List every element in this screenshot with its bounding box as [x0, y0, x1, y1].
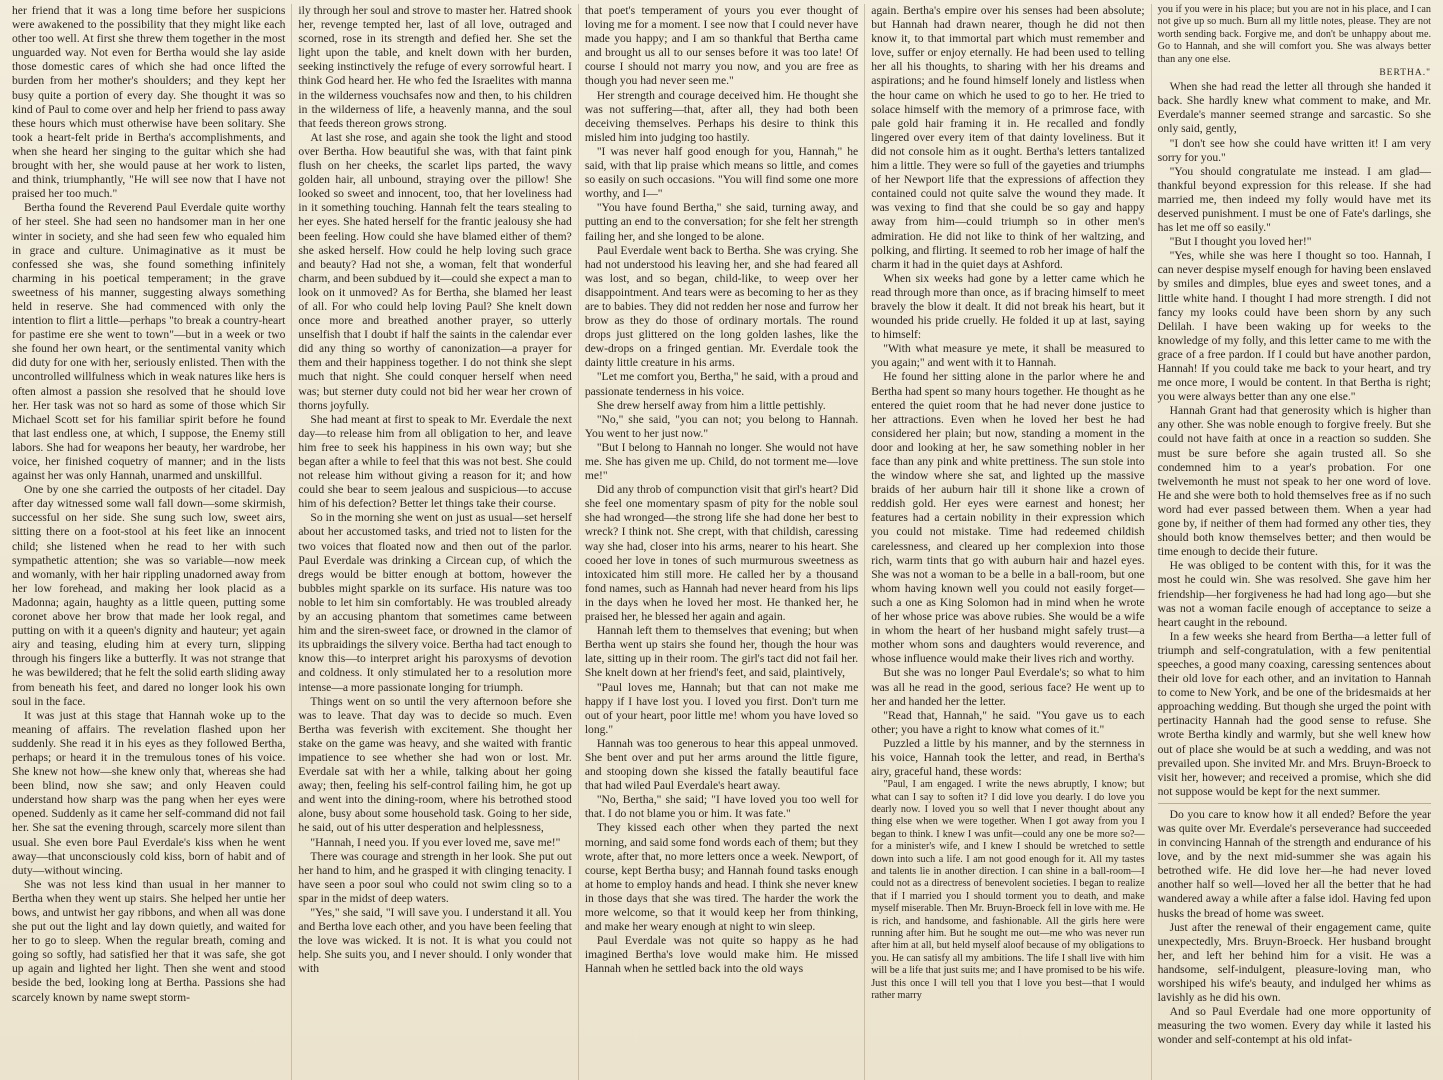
paragraph: Hannah Grant had that generosity which is higher than any other. She was noble enough to forgive freely. But she could not have faith at once in a reaction so sudden. She must be sure before she again trusted all. So she condemned him to a year's probation. For one twelvemonth he must not speak to her one word of love. He and she were both to hold themselves free as if no such word had ever passed between them. When a year had gone by, if neither of them had formed any other ties, they should both know themselves better; and then would be time enough to decide their future.	[1157, 404, 1432, 559]
paragraph: Things went on so until the very afternoon before she was to leave. That day was to decide so much. Even Bertha was feverish with excitement. She thought her stake on the game was heavy, and she waited with frantic impatience to see whether she had won or lost. Mr. Everdale sat with her a while, talking about her going away; then, feeling his self-control failing him, he got up and went into the dining-room, where his betrothed stood alone, busy about some household task. Going to her side, he said, out of his utter desperation and helplessness,	[298, 694, 572, 835]
paragraph: When she had read the letter all through she handed it back. She hardly knew what comment to make, and Mr. Everdale's manner seemed strange and sarcastic. So she only said, gently,	[1157, 80, 1432, 136]
column-5	[1152, 4, 1437, 1080]
paragraph: In a few weeks she heard from Bertha—a letter full of triumph and self-congratulation, with a few penitential speeches, a good many coaxing, caressing sentences about their old love for each other, and an invitation to Hannah to come to New York, and be one of the bridesmaids at her approaching wedding. But though she urged the point with pertinacity Hannah had the good sense to refuse. She wrote Bertha kindly and warmly, but she well knew how out of place she would be at such a wedding, and was not prevailed upon. She invited Mr. and Mrs. Bruyn-Broeck to visit her, however; and received a promise, which she did not suppose would be kept for the next summer.	[1157, 629, 1432, 798]
paragraph: Did any throb of compunction visit that girl's heart? Did she feel one momentary spasm of pity for the noble soul she had wronged—the strong life she had done her best to wreck? I think not. She crept, with that childish, caressing way she had, closer into his arms, nearer to his heart. She cooed her love in tones of such murmurous sweetness as intoxicated him still more. He called her by a thousand fond names, such as Hannah had never heard from his lips in the days when he loved her most. He thanked her, he praised her, he blessed her again and again.	[584, 483, 859, 624]
paragraph: that poet's temperament of yours you ever thought of loving me for a moment. I see now that I could never have made you happy; and I am so thankful that Bertha came and brought us all to our senses before it was too late! Of course I should not marry you now, and you are free as though you had never seen me."	[584, 4, 859, 88]
paragraph: "Hannah, I need you. If you ever loved me, save me!"	[310, 835, 561, 849]
paragraph: "You have found Bertha," she said, turning away, and putting an end to the conversation; for she felt her strength failing her, and she longed to be alone.	[584, 201, 859, 243]
paragraph: "I don't see how she could have written it! I am very sorry for you."	[1157, 136, 1432, 164]
paragraph: When six weeks had gone by a letter came which he read through more than once, as if bracing himself to meet bravely the blow it dealt. It did not break his heart, but it wounded his pride cruelly. He folded it up at last, saying to himself:	[871, 271, 1145, 342]
paragraph: Just after the renewal of their engagement came, quite unexpectedly, Mrs. Bruyn-Broeck. Her husband brought her, and left her behind him for a visit. He was a handsome, self-indulgent, pleasure-loving man, who worshiped his wife's beauty, and indulged her whims as lavishly as he did his own.	[1157, 920, 1432, 1005]
column-3	[579, 4, 865, 1080]
paragraph: They kissed each other when they parted the next morning, and said some fond words each of them; but they wrote, after that, no more letters once a week. Newport, of course, kept Bertha busy; and Hannah found tasks enough at home to employ hands and head. I think she never knew in those days that she was tired. The harder the work the more welcome, so that it would keep her from thinking, and make her weary enough at night to win sleep.	[584, 821, 859, 934]
paragraph: "No," she said, "you can not; you belong to Hannah. You went to her just now."	[584, 412, 859, 440]
paragraph: And so Paul Everdale had one more opportunity of measuring the two women. Every day while it lasted his wonder and self-contempt at his old infat-	[1157, 1005, 1432, 1047]
paragraph: "Let me comfort you, Bertha," he said, with a proud and passionate tenderness in his voice.	[584, 370, 859, 398]
paragraph: She drew herself away from him a little pettishly.	[596, 398, 826, 412]
paragraph: She was not less kind than usual in her manner to Bertha when they went up stairs. She helped her untie her bows, and untwist her gay ribbons, and when all was done she put out the light and lay down quietly, and waited for her to go to sleep. When the regular breath, coming and going so softly, had satisfied her that it was safe, she got up again and lighted her light. Then she went and stood beside the bed, looking long at Bertha. Passions she had scarcely known by name swept storm-	[12, 877, 286, 1004]
paragraph: There was courage and strength in her look. She put out her hand to him, and he grasped it with clinging tenacity. I have seen a poor soul who could not swim cling so to a spar in the midst of deep waters.	[298, 849, 572, 905]
paragraph: It was just at this stage that Hannah woke up to the meaning of affairs. The revelation flashed upon her suddenly. She read it in his eyes as they followed Bertha, perhaps; or heard it in the tremulous tones of his voice. She knew not how—she knew only that, whereas she had been blind, now she saw; and only Heaven could understand how sharp was the pang when her eyes were opened. Suddenly as it came her self-command did not fail her. She sat the evening through, scarcely more silent than usual. She even bore Paul Everdale's kiss when he went away—that unconsciously cold kiss, born of habit and of duty—without wincing.	[12, 708, 286, 877]
paragraph: "No, Bertha," she said; "I have loved you too well for that. I do not blame you or him. It was fate."	[584, 793, 859, 821]
paragraph: her friend that it was a long time before her suspicions were awakened to the possibility that they might like each other too well. At first she threw them together in the most unguarded way. Not even for Bertha would she lay aside those domestic cares of which she had once lifted the burden from her mother's shoulders; and they kept her busy quite a portion of every day. She thought it was so kind of Paul to come over and help her friend to pass away these hours which must otherwise have been solitary. She took a heart-felt pride in Bertha's accomplishments, and when she heard her singing to the guitar which she had brought with her, she would pause at her work to listen, and think, triumphantly, "He will see now that I have not praised her too much."	[12, 4, 286, 201]
paragraph: Do you care to know how it all ended? Before the year was quite over Mr. Everdale's perseverance had succeeded in convincing Hannah of the strength and endurance of his love, and by the next mid-summer she was again his betrothed wife. He did love her—he had never loved another half so well—loved her all the better that he had wandered away a while after a false idol. Having fed upon husks the bread of home was sweet.	[1157, 807, 1432, 920]
paragraph: "Paul loves me, Hannah; but that can not make me happy if I have lost you. I loved you first. Don't turn me out of your heart, poor little me! whom you have loved so long."	[584, 680, 859, 736]
column-2	[292, 4, 578, 1080]
paragraph: Paul Everdale was not quite so happy as he had imagined Bertha's love would make him. He missed Hannah when he settled back into the old ways	[584, 934, 859, 976]
paragraph: Hannah was too generous to hear this appeal unmoved. She bent over and put her arms around the little figure, and stooping down she kissed the fatally beautiful face that had wiled Paul Everdale's heart away.	[584, 736, 859, 793]
letter-text: "Paul, I am engaged. I write the news abruptly, I know; but what can I say to soften it? I did love you dearly. I do love you dearly now. I loved you so well that I never thought about any thing else when we were together. When I got away from you I began to think. I knew I was unfit—could any one be more so?—for a minister's wife, and I knew I should be wretched to settle down into such a life. I am not good enough for it. All my tastes and talents lie in another direction. I can shine in a ball-room—I could not as a directress of benevolent societies. I began to realize that if I married you I should torment you to death, and make myself miserable. Then Mr. Bruyn-Broeck fell in love with me. He is rich, and handsome, and fashionable. All the girls here were running after him. But he sought me out—me who was never run after him at all, but held myself aloof because of my obligations to you. He can satisfy all my ambitions. The life I shall live with him will be a life that just suits me; and I have promised to be his wife. Just this once I will tell you that I love you best—that I would rather marry	[871, 779, 1145, 1002]
paragraph: "You should congratulate me instead. I am glad—thankful beyond expression for this release. If she had married me, then indeed my folly would have met its deserved punishment. I must be one of Fate's darlings, she has let me off so easily."	[1157, 164, 1432, 235]
paragraph: "I was never half good enough for you, Hannah," he said, with that lip praise which means so little, and comes so easily on such occasions. "You will find some one more worthy, and I—"	[584, 144, 859, 201]
paragraph: ily through her soul and strove to master her. Hatred shook her, revenge tempted her, last of all love, outraged and scorned, rose in its strength and defied her. She set the light upon the table, and knelt down with her burden, seeking instinctively the refuge of every sorrowful heart. I think God heard her. He who fed the Israelites with manna in the wilderness vouchsafes now and then, to his children in the wilderness of life, a heavenly manna, and the soul that feeds thereon grows strong.	[298, 4, 572, 130]
letter-text-continued: you if you were in his place; but you are not in his place, and I can not give up so much. Burn all my little notes, please. They are not worth sending back. Forgive me, and don't be unhappy about me. Go to Hannah, and she will comfort you. She was always better than any one else.	[1157, 4, 1432, 65]
paragraph: Hannah left them to themselves that evening; but when Bertha went up stairs she found her, though the hour was late, sitting up in their room. The girl's tact did not fail her. She knelt down at her friend's feet, and said, plaintively,	[584, 624, 859, 680]
paragraph: Her strength and courage deceived him. He thought she was not suffering—that, after all, they had both been deceiving themselves. Perhaps his desire to think this misled him into judging too hastily.	[584, 88, 859, 144]
paragraph: "But I belong to Hannah no longer. She would not have me. She has given me up. Child, do not torment me—love me!"	[584, 440, 859, 483]
paragraph: But she was no longer Paul Everdale's; so what to him was all he read in the good, serious face? He went up to her and handed her the letter.	[871, 666, 1145, 708]
paragraph: "Yes, while she was here I thought so too. Hannah, I can never despise myself enough for having been enslaved by smiles and dimples, blue eyes and sweet tones, and a little white hand. I thought I had more strength. I did not fancy my looks could have been shorn by any such Delilah. I have been waking up for weeks to the knowledge of my folly, and this letter came to me with the grace of a free pardon. If I could but have another pardon, Hannah! If you could take me back to your heart, and try me once more, I would be content. In that Bertha is right; you were always better than any one else."	[1157, 249, 1432, 404]
paragraph: One by one she carried the outposts of her citadel. Day after day witnessed some wall fall down—some skirmish, successful on her side. She sung such low, sweet airs, sitting there on a foot-stool at his feet like an innocent child; she listened when he read to her with such sympathetic attention; she was so variable—now meek and womanly, with her hair rippling unadorned away from her low forehead, and making her look placid as a Madonna; again, haughty as a little queen, putting some coronet above her brow that made her look regal, and putting on with it a queen's dignity and hauteur; yet again airy and teasing, eluding him at every turn, slipping through his fingers like a butterfly. It was not strange that he was bewildered; that he felt the solid earth sliding away from beneath his feet, and dared no longer look his own soul in the face.	[12, 483, 286, 708]
paragraph: Paul Everdale went back to Bertha. She was crying. She had not understood his leaving her, and she had feared all was lost, and so began, child-like, to weep over her disappointment. And tears were as becoming to her as they are to babies. They did not redden her nose and furrow her brow as they do those of ordinary mortals. The round drops just glittered on the long golden lashes, like the dew-drops on a fringed gentian. Mr. Everdale took the dainty little creature in his arms.	[584, 243, 859, 370]
paragraph: She had meant at first to speak to Mr. Everdale the next day—to release him from all obligation to her, and leave him free to seek his happiness in his own way; but she began after a while to feel that this was not best. She could not release him without giving a reason for it; and how could she bear to seem jealous and suspicious—to accuse him of his defection? Better let things take their course.	[298, 412, 572, 511]
paragraph: "Read that, Hannah," he said. "You gave us to each other; you have a right to know what comes of it."	[871, 708, 1145, 736]
paragraph: Puzzled a little by his manner, and by the sternness in his voice, Hannah took the letter, and read, in Bertha's airy, graceful hand, these words:	[871, 736, 1145, 779]
paragraph: "With what measure ye mete, it shall be measured to you again;" and went with it to Hannah.	[871, 342, 1145, 370]
column-4	[865, 4, 1151, 1080]
column-1	[6, 4, 292, 1080]
paragraph: again. Bertha's empire over his senses had been absolute; but Hannah had drawn nearer, though he did not then know it, to that immortal part which must remember and love, suffer or enjoy eternally. He had been used to telling her all his thoughts, to sharing with her his dreams and aspirations; and he found himself lonely and listless when the hour came on which he used to go to her. He tried to solace himself with the memory of a primrose face, with pale gold hair framing it in. He recalled and fondly lingered over every item of that dainty loveliness. But it did not console him as it ought. Bertha's letters tantalized him a little. They were so full of the gayeties and triumphs of her Newport life that the expressions of affection they contained could not quite salve the wound they made. It was vexing to find that she could be so gay and happy away from him—could triumph so in other men's admiration. He did not like to think of her waltzing, and polking, and flirting. It seemed to rob her image of half the charm it had in the quiet days at Ashford.	[871, 4, 1145, 271]
letter-signature: BERTHA."	[1379, 68, 1432, 79]
paragraph: He was obliged to be content with this, for it was the most he could win. She was resolved. She gave him her friendship—her forgiveness he had had long ago—but she was not a woman facile enough of acceptance to seize a heart caught in the rebound.	[1157, 559, 1432, 629]
paragraph: At last she rose, and again she took the light and stood over Bertha. How beautiful she was, with that faint pink flush on her cheeks, the scarlet lips parted, the wavy golden hair, all unbound, straying over the pillow! She looked so sweet and innocent, too, that her loveliness had in it something touching. Hannah felt the tears stealing to her eyes. She hated herself for the frantic jealousy she had been feeling. How could she have blamed either of them? she asked herself. How could he help loving such grace and beauty? Had not she, a woman, felt that wonderful charm, and been subdued by it—could she expect a man to look on it unmoved? As for Bertha, she blamed her least of all. For who could help loving Paul? She knelt down once more and breathed another prayer, so utterly unselfish that I doubt if half the saints in the calendar ever did any thing so worthy of canonization—a prayer for them and their happiness together. I do not think she slept much that night. She could conquer herself when need was; but sterner duty could not bid her wear her crown of thorns joyfully.	[298, 130, 572, 412]
paragraph: "But I thought you loved her!"	[1169, 235, 1312, 249]
section-divider	[1158, 803, 1431, 804]
paragraph: "Yes," she said, "I will save you. I understand it all. You and Bertha love each other, and you have been feeling that the love was wicked. It is not. It is what you could not help. She suits you, and I never should. I only wonder that with	[298, 906, 572, 976]
paragraph: So in the morning she went on just as usual—set herself about her accustomed tasks, and tried not to listen for the two voices that floated now and then out of the parlor. Paul Everdale was drinking a Circean cup, of which the dregs would be bitter enough at bottom, however the bubbles might sparkle on its surface. His nature was too noble to let him sin comfortably. He was troubled already by an accusing phantom that sometimes came between him and the siren-sweet face, or drowned in the clamor of its upbraidings the silvery voice. Bertha had tact enough to know this—to interpret aright his paroxysms of devotion and coldness. It only stimulated her to a resolution more intense—a more passionate longing for triumph.	[298, 511, 572, 694]
paragraph: Bertha found the Reverend Paul Everdale quite worthy of her steel. She had seen no handsomer man in her one winter in society, and she had seen few who equaled him in grace and culture. Unimaginative as it must be confessed she was, she found something infinitely charming in his poetical temperament; in the grave sweetness of his manner, suggesting always something held in reserve. She had commenced with only the intention to flirt a little—perhaps "to break a country-heart for pastime ere she went to town"—but in a week or two she found her own heart, or the sentimental vanity which did duty for one with her, seriously enlisted. Then with the uncontrolled willfulness which in weak natures like hers is often almost a passion she resolved that he should love her. Her task was not so hard as some of those which Sir Michael Scott set for his familiar spirit before he found that last endless one, at which, I suppose, the Enemy still labors. She had for weapons her beauty, her wardrobe, her voice, her finished coquetry of manner; and in the lists against her was only Hannah, unarmed and unskillful.	[12, 201, 286, 483]
paragraph: He found her sitting alone in the parlor where he and Bertha had spent so many hours together. He thought as he entered the quiet room that he had never done justice to her attractions. Even when he loved her best he had considered her plain; but now, standing a moment in the door and looking at her, he saw something nobler in her face than any pink and white prettiness. The sun stole into the window where she sat, and lighted up the massive braids of her auburn hair till it shone like a crown of reddish gold. Her eyes were earnest and honest; her features had a certain nobility in their expression which you could not mistake. Time had redeemed childish carelessness, and cleared up her complexion into those rich, warm tints that go with auburn hair and hazel eyes. She was not a woman to be a belle in a ball-room, but one whom having known well you could not easily forget—such a one as King Solomon had in mind when he wrote of her whose price was above rubies. She would be a wife in whom the heart of her husband might safely trust—a mother whom sons and daughters would reverence, and whose influence would make their lives rich and worthy.	[871, 370, 1145, 666]
